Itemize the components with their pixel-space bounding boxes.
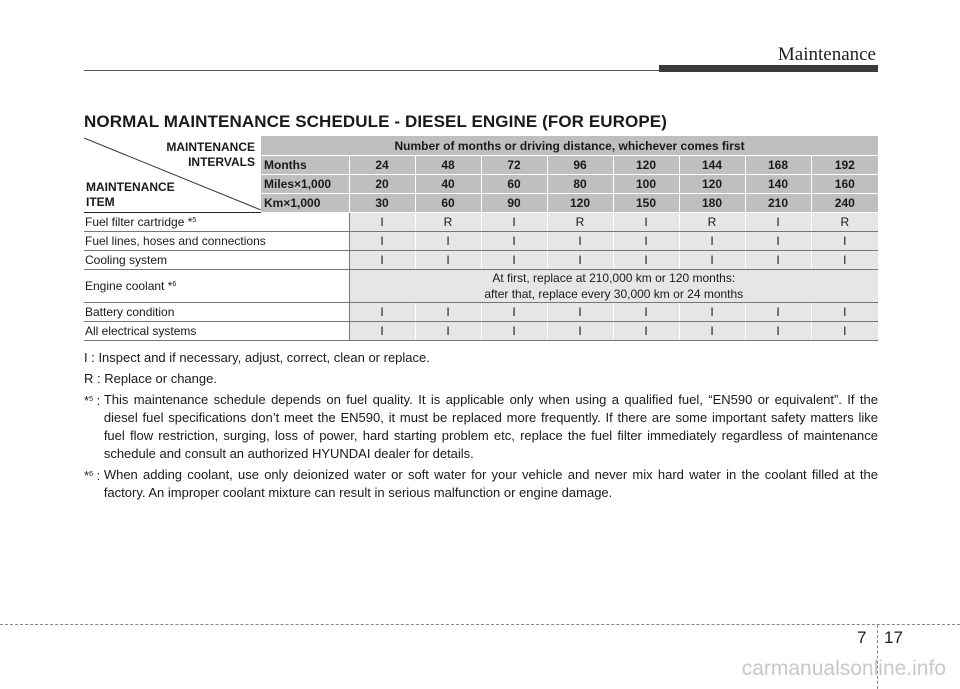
interval-value: 80 xyxy=(547,175,613,194)
interval-label: Months xyxy=(261,156,349,175)
item-action: I xyxy=(349,322,415,341)
item-action: I xyxy=(349,251,415,270)
item-name xyxy=(84,270,349,303)
corner-label-intervals xyxy=(166,140,255,170)
item-action: I xyxy=(811,303,878,322)
interval-value: 24 xyxy=(349,156,415,175)
item-action: I xyxy=(349,213,415,232)
item-action: I xyxy=(745,232,811,251)
interval-value: 120 xyxy=(613,156,679,175)
corner-label-item xyxy=(86,180,175,210)
item-action: I xyxy=(745,322,811,341)
item-action: I xyxy=(679,322,745,341)
interval-value: 240 xyxy=(811,194,878,213)
interval-value: 168 xyxy=(745,156,811,175)
item-action: I xyxy=(811,232,878,251)
note-replace: R : Replace or change. xyxy=(84,371,217,386)
item-action: I xyxy=(613,322,679,341)
table-row xyxy=(84,322,878,341)
item-label: Fuel filter cartridge * xyxy=(85,215,193,229)
interval-value: 150 xyxy=(613,194,679,213)
item-action: I xyxy=(415,232,481,251)
interval-value: 48 xyxy=(415,156,481,175)
header-rule-bar xyxy=(659,65,878,72)
footer-rule xyxy=(0,624,960,625)
section-header: Maintenance xyxy=(777,44,876,65)
interval-value: 40 xyxy=(415,175,481,194)
interval-value: 72 xyxy=(481,156,547,175)
footnote-ref: 5 xyxy=(192,217,197,224)
item-action: I xyxy=(547,232,613,251)
interval-value: 210 xyxy=(745,194,811,213)
item-action: R xyxy=(811,213,878,232)
item-action: I xyxy=(613,303,679,322)
span-header: Number of months or driving distance, whichever comes first xyxy=(261,136,878,156)
item-action: I xyxy=(481,303,547,322)
interval-label: Miles×1,000 xyxy=(261,175,349,194)
table-row xyxy=(84,213,878,232)
merged-note xyxy=(349,270,878,303)
corner-label-line: MAINTENANCE xyxy=(86,180,175,194)
corner-label-line: INTERVALS xyxy=(188,155,255,169)
item-action: I xyxy=(415,322,481,341)
interval-value: 20 xyxy=(349,175,415,194)
interval-value: 144 xyxy=(679,156,745,175)
footnote-mark: *$^6$ : xyxy=(84,468,104,483)
item-action: I xyxy=(349,232,415,251)
item-action: I xyxy=(613,213,679,232)
page-number: 17 xyxy=(884,628,903,647)
interval-label: Km×1,000 xyxy=(261,194,349,213)
item-action: I xyxy=(613,232,679,251)
corner-cell xyxy=(84,136,261,213)
table-row xyxy=(84,303,878,322)
maintenance-table xyxy=(84,136,878,341)
table-row xyxy=(84,251,878,270)
watermark: carmanualsonline.info xyxy=(741,657,946,680)
item-action: I xyxy=(547,251,613,270)
item-action: I xyxy=(547,303,613,322)
interval-value: 192 xyxy=(811,156,878,175)
item-label: Engine coolant * xyxy=(85,279,173,293)
corner-label-line: ITEM xyxy=(86,195,115,209)
item-action: I xyxy=(679,232,745,251)
interval-value: 120 xyxy=(547,194,613,213)
footnote-text: This maintenance schedule depends on fuel quality. It is applicable only when using a qualified fuel, “EN590 or equivalent”. If the diesel fuel specifications don’t meet the EN590, it must be replaced more frequently. If there are some important safety matters like fuel flow restriction, surging, loss of power, hard starting problem etc, replace the fuel filter immediately regardless of maintenance schedule and consult an authorized HYUNDAI dealer for details. xyxy=(103,392,878,461)
merged-note-line: after that, replace every 30,000 km or 24 months xyxy=(484,287,744,301)
item-action: I xyxy=(415,251,481,270)
item-action: I xyxy=(679,303,745,322)
item-name xyxy=(84,303,349,322)
item-name xyxy=(84,213,349,232)
footnote-text: When adding coolant, use only deionized water or soft water for your vehicle and never mix hard water in the coolant filled at the factory. An improper coolant mixture can result in serious malfunction or engine damage. xyxy=(103,467,878,500)
header-row xyxy=(84,136,878,156)
interval-value: 140 xyxy=(745,175,811,194)
item-label: Fuel lines, hoses and connections xyxy=(85,234,266,248)
item-action: R xyxy=(415,213,481,232)
item-action: I xyxy=(481,213,547,232)
page-title: NORMAL MAINTENANCE SCHEDULE - DIESEL ENGINE (FOR EUROPE) xyxy=(84,112,668,131)
item-label: Cooling system xyxy=(85,253,168,267)
item-action: I xyxy=(745,213,811,232)
item-action: I xyxy=(745,251,811,270)
item-action: I xyxy=(811,322,878,341)
table-row xyxy=(84,232,878,251)
chapter-number: 7 xyxy=(857,628,867,647)
item-action: I xyxy=(415,303,481,322)
footnote-5 xyxy=(84,391,878,463)
interval-value: 60 xyxy=(481,175,547,194)
interval-value: 180 xyxy=(679,194,745,213)
item-label: Battery condition xyxy=(85,305,175,319)
item-action: I xyxy=(547,322,613,341)
interval-value: 96 xyxy=(547,156,613,175)
footnote-mark: *$^5$ : xyxy=(84,393,104,408)
item-action: I xyxy=(745,303,811,322)
interval-value: 120 xyxy=(679,175,745,194)
item-label: All electrical systems xyxy=(85,324,197,338)
corner-label-line: MAINTENANCE xyxy=(166,140,255,154)
notes xyxy=(84,349,878,505)
note-inspect: I : Inspect and if necessary, adjust, correct, clean or replace. xyxy=(84,350,430,365)
footnote-ref: 6 xyxy=(172,281,177,288)
item-name xyxy=(84,232,349,251)
item-name xyxy=(84,251,349,270)
item-action: I xyxy=(613,251,679,270)
table-row xyxy=(84,270,878,303)
interval-value: 160 xyxy=(811,175,878,194)
interval-value: 30 xyxy=(349,194,415,213)
item-action: I xyxy=(481,251,547,270)
item-action: R xyxy=(547,213,613,232)
interval-value: 90 xyxy=(481,194,547,213)
header-rule xyxy=(84,70,659,71)
footnote-6 xyxy=(84,466,878,502)
item-action: I xyxy=(349,303,415,322)
item-action: I xyxy=(811,251,878,270)
interval-value: 60 xyxy=(415,194,481,213)
item-name xyxy=(84,322,349,341)
interval-value: 100 xyxy=(613,175,679,194)
item-action: R xyxy=(679,213,745,232)
merged-note-line: At first, replace at 210,000 km or 120 months: xyxy=(492,271,736,285)
item-action: I xyxy=(481,322,547,341)
item-action: I xyxy=(481,232,547,251)
item-action: I xyxy=(679,251,745,270)
